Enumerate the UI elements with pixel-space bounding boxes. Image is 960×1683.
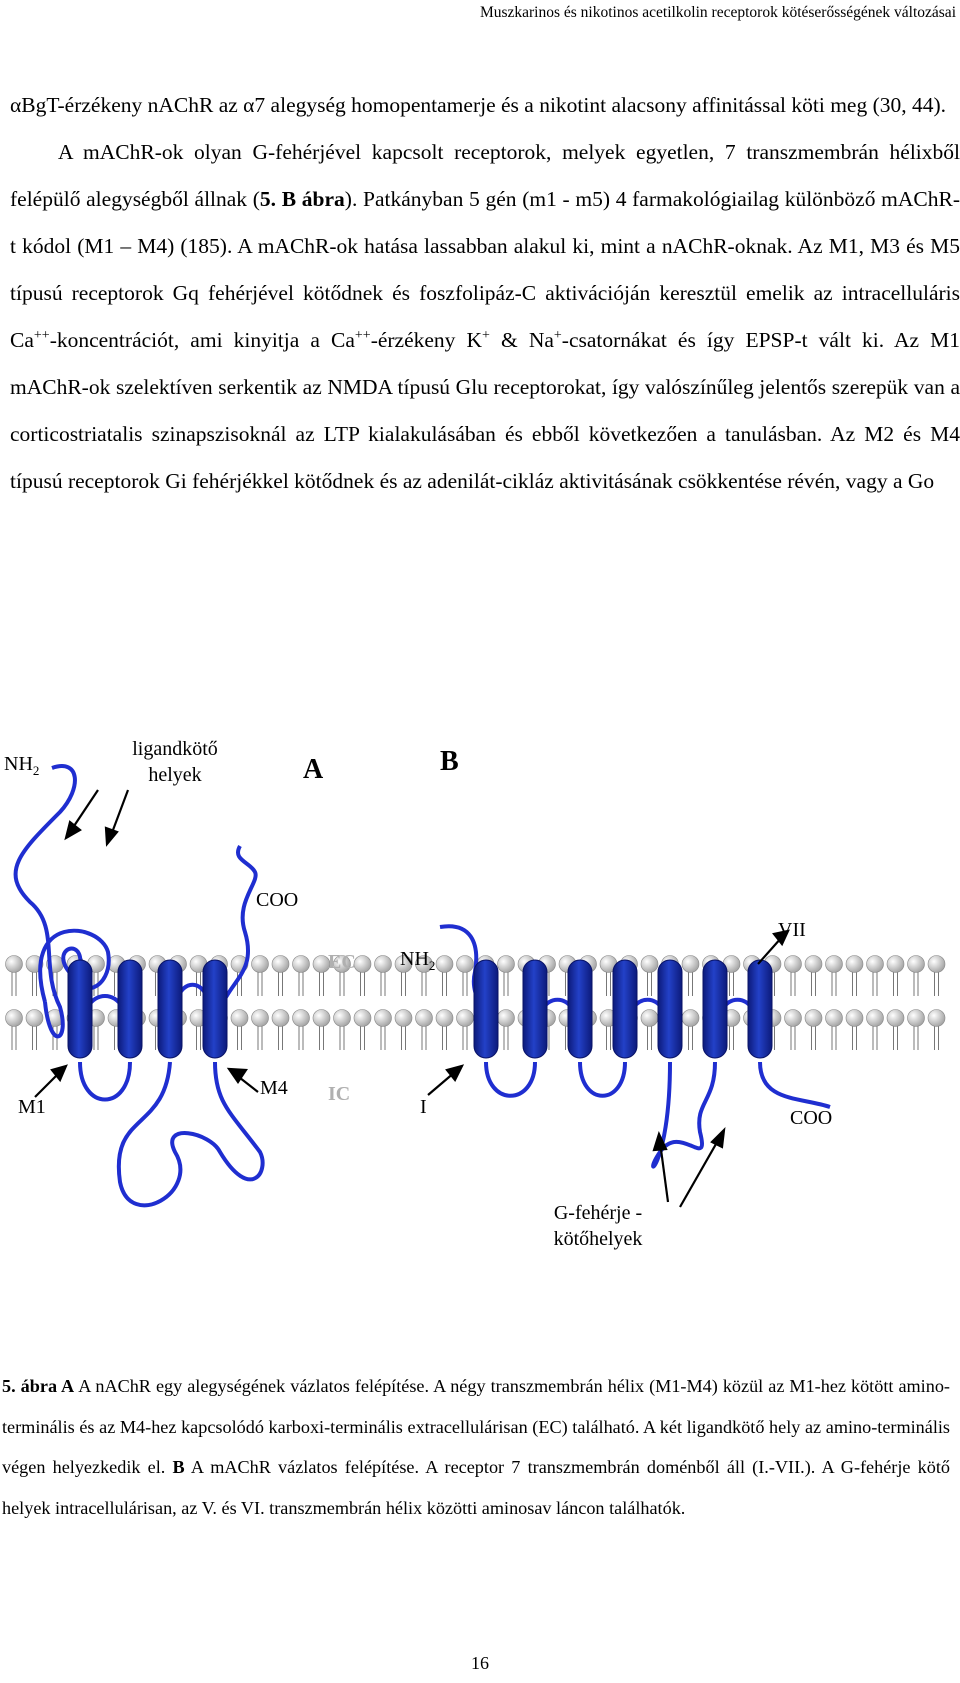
m4-label: M4 xyxy=(260,1077,288,1099)
transmembrane-helix xyxy=(748,960,772,1058)
ligand-binding-sites-label: ligandkötő helyek xyxy=(132,738,218,786)
lipid-head xyxy=(6,956,23,973)
lipid-head xyxy=(682,956,699,973)
lipid-head xyxy=(928,1010,945,1027)
nachr-m1-m2-loop xyxy=(80,1062,130,1100)
body-text xyxy=(10,82,960,505)
lipid-head xyxy=(805,1010,822,1027)
lipid-head xyxy=(641,956,658,973)
lipid-head xyxy=(334,1010,351,1027)
machr-carboxy-terminal xyxy=(760,1062,830,1107)
lipid-head xyxy=(785,956,802,973)
lipid-head xyxy=(826,956,843,973)
paragraph-2: A mAChR-ok olyan G-fehérjével kapcsolt receptorok, melyek egyetlen, 7 transzmembrán hélixből felépülő alegységből állnak (5. B ábra). Patkányban 5 gén (m1 - m5) 4 farmakológiailag különböző mAChR-t kódol (M1 – M4) (185). A mAChR-ok hatása lassabban alakul ki, mint a nAChR-oknak. Az M1, M3 és M5 típusú receptorok Gq fehérjével kötődnek és foszfolipáz-C aktivációján keresztül emelik az intracelluláris Ca++-koncentrációt, ami kinyitja a Ca++-érzékeny K+ & Na+-csatornákat és így EPSP-t vált ki. Az M1 mAChR-ok szelektíven serkentik az NMDA típusú Glu receptorokat, így valószínűleg jelentős szerepük van a corticostriatalis szinapszisoknál az LTP kialakulásában és ebből következően a tanulásban. Az M2 és M4 típusú receptorok Gi fehérjékkel kötődnek és az adenilát-cikláz aktivitásának csökkentése révén, vagy a Go xyxy=(10,140,960,493)
lipid-head xyxy=(887,956,904,973)
lipid-head xyxy=(498,1010,515,1027)
figure-caption: 5. ábra A A nAChR egy alegységének vázlatos felépítése. A négy transzmembrán hélix (M1-M4) közül az M1-hez kötött amino-terminális és az M4-hez kapcsolódó karboxi-terminális extracellulárisan (EC) található. A két ligandkötő hely az amino-terminális végen helyezkedik el. B A mAChR vázlatos felépítése. A receptor 7 transzmembrán doménből áll (I.-VII.). A G-fehérje kötő helyek intracellulárisan, az V. és VI. transzmembrán hélix közötti aminosav láncon találhatók. xyxy=(2,1376,951,1518)
lipid-head xyxy=(272,1010,289,1027)
lipid-head xyxy=(436,1010,453,1027)
nh2-label-b: $NH_2$ xyxy=(400,948,436,973)
lipid-head xyxy=(231,1010,248,1027)
helix-vii-label: VII xyxy=(778,919,806,941)
transmembrane-helix xyxy=(68,960,92,1058)
nachr-m3-m4-loop xyxy=(119,1062,263,1205)
lipid-head xyxy=(375,1010,392,1027)
lipid-head xyxy=(313,1010,330,1027)
lipid-head xyxy=(908,956,925,973)
lipid-head xyxy=(908,1010,925,1027)
transmembrane-helix xyxy=(158,960,182,1058)
helix-i-label: I xyxy=(420,1096,427,1118)
lipid-head xyxy=(887,1010,904,1027)
g-protein-binding-sites-label: G-fehérje - kötőhelyek xyxy=(553,1202,643,1250)
lipid-head xyxy=(252,1010,269,1027)
lipid-head xyxy=(354,956,371,973)
nachr-amino-terminal-loop xyxy=(16,766,109,1036)
transmembrane-helices xyxy=(68,960,772,1058)
lipid-head xyxy=(928,956,945,973)
transmembrane-helix xyxy=(203,960,227,1058)
m1-label: M1 xyxy=(18,1096,46,1118)
figure-reference: 5. B ábra xyxy=(259,187,345,211)
lipid-head xyxy=(416,1010,433,1027)
lipid-head xyxy=(354,1010,371,1027)
running-title: Muszkarinos és nikotinos acetilkolin receptorok kötéserősségének változásai xyxy=(479,4,956,21)
machr-intracellular-loops xyxy=(486,1062,715,1167)
page-number: 16 xyxy=(471,1653,489,1673)
lipid-head xyxy=(293,1010,310,1027)
transmembrane-helix xyxy=(474,960,498,1058)
lipid-head xyxy=(26,1010,43,1027)
lipid-head xyxy=(846,956,863,973)
extracellular-label: EC xyxy=(328,951,356,973)
lipid-head xyxy=(436,956,453,973)
coo-label-a: COO xyxy=(256,889,299,911)
lipid-head xyxy=(395,1010,412,1027)
lipid-head xyxy=(457,1010,474,1027)
lipid-head xyxy=(867,956,884,973)
lipid-head xyxy=(682,1010,699,1027)
receptor-diagram xyxy=(0,752,960,1347)
lipid-head xyxy=(293,956,310,973)
lipid-head xyxy=(846,1010,863,1027)
lipid-head xyxy=(457,956,474,973)
coo-label-b: COO xyxy=(790,1107,833,1129)
transmembrane-helix xyxy=(613,960,637,1058)
panel-label-a: A xyxy=(303,754,324,785)
lipid-head xyxy=(785,1010,802,1027)
transmembrane-helix xyxy=(523,960,547,1058)
lipid-head xyxy=(375,956,392,973)
figure-5 xyxy=(0,738,960,1347)
panel-label-b: B xyxy=(440,746,459,777)
transmembrane-helix xyxy=(568,960,592,1058)
lipid-head xyxy=(826,1010,843,1027)
paragraph-1: αBgT-érzékeny nAChR az α7 alegység homopentamerje és a nikotint alacsony affinitással köti meg (30, 44). xyxy=(10,93,947,117)
lipid-head xyxy=(252,956,269,973)
transmembrane-helix xyxy=(658,960,682,1058)
lipid-head xyxy=(805,956,822,973)
lipid-head xyxy=(867,1010,884,1027)
transmembrane-helix xyxy=(118,960,142,1058)
nh2-label-a: $NH_2$ xyxy=(4,753,40,778)
lipid-head xyxy=(498,956,515,973)
lipid-head xyxy=(6,1010,23,1027)
intracellular-label: IC xyxy=(328,1083,351,1105)
transmembrane-helix xyxy=(703,960,727,1058)
lipid-head xyxy=(272,956,289,973)
lipid-head xyxy=(641,1010,658,1027)
